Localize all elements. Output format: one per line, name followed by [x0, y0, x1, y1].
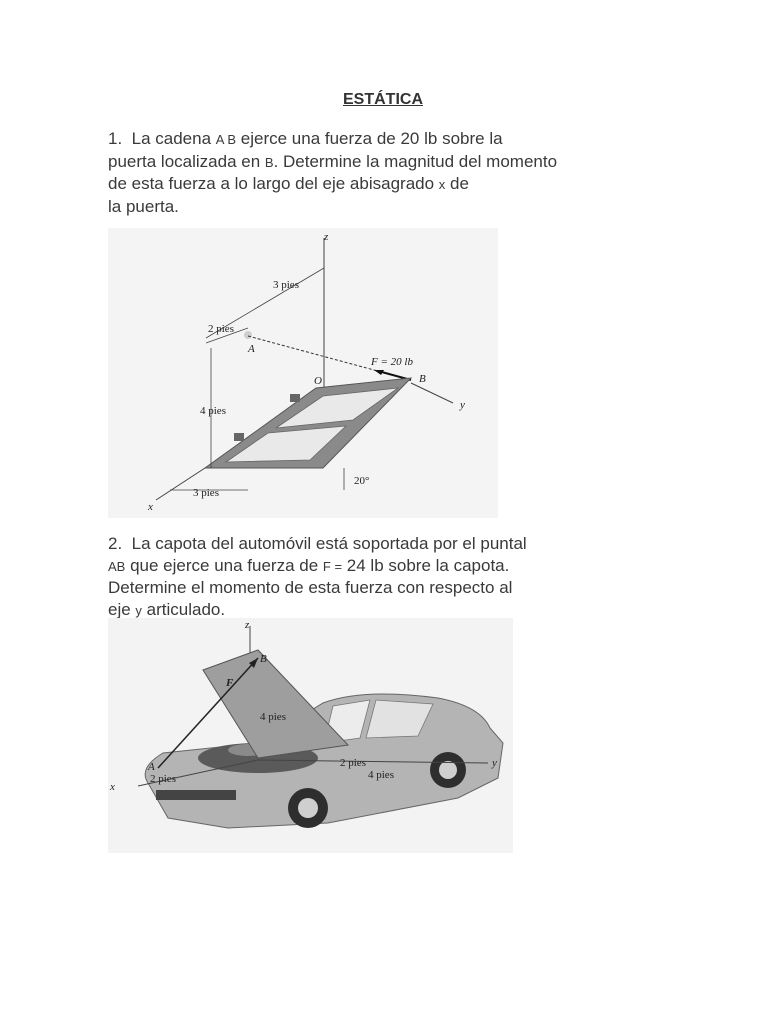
- fig2-dim-4pies-vertical: 4 pies: [260, 711, 286, 723]
- fig2-point-a: A: [148, 761, 155, 773]
- fig2-axis-z: z: [245, 619, 250, 631]
- fig1-dim-3pies-bottom: 3 pies: [193, 487, 219, 499]
- fig1-axis-x: x: [148, 501, 153, 513]
- fig2-point-b: B: [260, 653, 267, 665]
- problem-1-number: 1.: [108, 129, 123, 148]
- problem-2-text: 2. La capota del automóvil está soportada por el puntal AB que ejerce una fuerza de F = 24 lb sobre la capota. Determine el momento de esta fuerza con respecto al eje y articulado.: [108, 534, 527, 619]
- fig1-dim-2pies: 2 pies: [208, 323, 234, 335]
- door-figure: [108, 228, 498, 518]
- car-hood-figure: [108, 618, 513, 853]
- fig2-dim-2pies-left: 2 pies: [150, 773, 176, 785]
- fig1-dim-3pies-top: 3 pies: [273, 279, 299, 291]
- fig2-force-label: F: [226, 677, 234, 689]
- fig1-dim-4pies: 4 pies: [200, 405, 226, 417]
- fig1-axis-z: z: [324, 231, 329, 243]
- fig2-dim-2pies-right: 2 pies: [340, 757, 366, 769]
- fig2-axis-x: x: [110, 781, 115, 793]
- fig1-point-b: B: [419, 373, 426, 385]
- fig2-dim-4pies-bottom: 4 pies: [368, 769, 394, 781]
- fig1-axis-y: y: [460, 399, 465, 411]
- fig1-force-label: F = 20 lb: [371, 356, 413, 368]
- fig2-axis-y: y: [492, 757, 497, 769]
- problem-1-text: 1. La cadena A B ejerce una fuerza de 20 lb sobre la puerta localizada en B. Determine la magnitud del momento de esta fuerza a lo largo del eje abisagrado x de la puerta.: [108, 129, 558, 216]
- fig1-point-o: O: [314, 375, 322, 387]
- page-title: ESTÁTICA: [343, 91, 423, 108]
- problem-2-number: 2.: [108, 534, 123, 553]
- fig1-angle-label: 20°: [354, 475, 370, 487]
- fig1-point-a: A: [248, 343, 255, 355]
